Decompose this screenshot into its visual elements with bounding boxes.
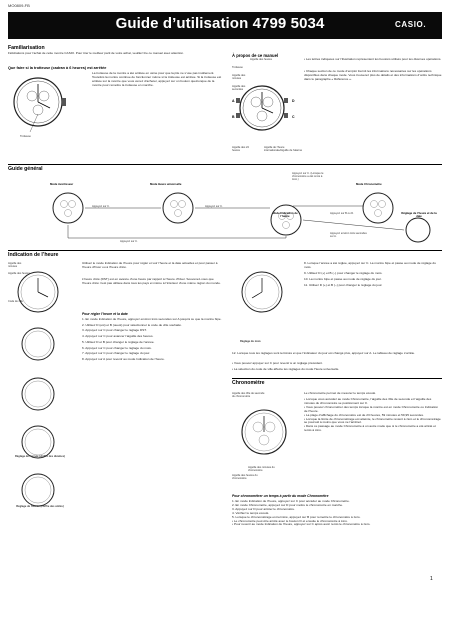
- trotteuse-text: La trotteuse de la montre a été arrêtée en usine pour que la pile ne s’use pas inutilement. Toutefois la montre continue de fonctionner même si la trotteuse est arrêtée. Si la trotteuse est arrêtée sur la montre que vous venez d’acheter, appuyez sur un bouton quelconque de la montre pour remettre la trotteuse en marche.: [92, 71, 222, 87]
- label-chrono-minutes: Aiguille des minutes du chronomètre: [248, 466, 275, 473]
- manual-month-watch: [232, 258, 302, 328]
- trotteuse-heading: Que faire si la trotteuse (cadran à 6 heures) est arrêtée: [8, 66, 107, 70]
- step-5: 5. Utilisez D et B pour changer le réglage de l’année.: [82, 339, 155, 344]
- chrono-subheading: Pour chronométrer un temps à partir du mode Chronomètre: [232, 494, 329, 498]
- chrono-note-1: • Le chronomètre peut être arrêté avec le bouton D et ensuite le chronomètre à zéro.: [232, 518, 348, 523]
- step-2: 2. Utilisez D (est) et B (ouest) pour sélectionner le code de ville souhaité.: [82, 322, 182, 327]
- arrow-label-1: Appuyez sur C.: [92, 205, 110, 208]
- label-aiguille-minutes: Aiguille des minutes: [8, 262, 22, 269]
- trotteuse-label: Trotteuse: [20, 135, 31, 138]
- label-second-hand: Aiguille des secondes: [232, 85, 246, 92]
- indication-body: L’heure d’été (DST) est en avance d’une heure par rapport à l’heure d’hiver. Souvenez-vous que l’heure d’été n’est pas utilisée dans tous les pays et même à l’intérieur d’une même région du monde.: [82, 277, 221, 285]
- manual-step-10: 10. La montre bipe et passe au mode de réglage du jour.: [304, 276, 382, 281]
- chrono-bullet: • Dans ce passage au mode Chronomètre à un autre mode que si le chronomètre a été arrêté et remis à zéro.: [304, 424, 436, 433]
- label-minute-hand: Aiguille des minutes: [232, 74, 246, 81]
- chrono-bullets: [304, 398, 442, 433]
- trotteuse-watch-illustration: [8, 72, 70, 142]
- label-chrono-heures: Aiguille des heures du chronomètre: [232, 474, 258, 481]
- page-number: 1: [430, 576, 433, 582]
- chrono-bullet: • Vous pouvez chronométrer des temps lorsque la montre est en mode Chronomètre ou Indication de l’heure.: [304, 404, 439, 413]
- indication-steps: [82, 318, 222, 364]
- svg-text:D: D: [292, 99, 295, 103]
- arrow-label-2: Appuyez sur C.: [205, 205, 223, 208]
- chrono-steps: [232, 500, 442, 527]
- manual-bullet-1: • Vous pouvez appuyer sur C pour revenir à un réglage précédent.: [232, 361, 323, 365]
- page-title: Guide d’utilisation 4799 5034: [115, 15, 325, 32]
- chrono-transition-note: Appuyez sur C. (Lorsque le chronomètre a été remis à zéro.): [292, 172, 324, 182]
- chrono-watch-illustration: [232, 392, 302, 472]
- propos-bullet-2: • Chaque section de ce mode d’emploi fournit les informations nécessaires sur les opérations disponibles dans chaque mode. Vous trouverez plus de détails et des informations d’ordre technique dans le paragraphe « Référence ».: [304, 69, 442, 81]
- arrow-label-4: Appuyez sur B ou D.: [330, 212, 354, 215]
- brand-logo: CASIO.: [395, 20, 427, 29]
- label-aiguille-heures: Aiguille des heures: [8, 272, 30, 275]
- step-1: 1. En mode Indication de l’heure, appuyez environ trois secondes sur A jusqu’à ce que la montre bipe.: [82, 317, 222, 321]
- chrono-note-2: • Pour revenir au mode Indication de l’heure, appuyez sur C après avoir remis le chronomètre à zéro.: [232, 522, 371, 527]
- label-hour-hand: Aiguille des heures: [250, 58, 272, 61]
- watch-avertisseur: [53, 193, 83, 223]
- mode-diagram: [8, 190, 442, 246]
- arrow-label-5: Appuyez environ trois secondes sur A.: [330, 232, 367, 239]
- step-3: 3. Appuyez sur C pour changer le réglage DST.: [82, 328, 147, 333]
- manual-step-8: 8. Lorsque l’année a été réglée, appuyez sur C. La montre bipe et passe au mode de réglage du mois.: [304, 261, 436, 269]
- indication-intro: Utilisez le mode Indication de l’heure pour régler et voir l’heure et la date actuelles et pour passer à l’heure d’hiver ou à l’heure d’été.: [82, 261, 218, 269]
- indication-heading: Indication de l’heure: [8, 252, 59, 258]
- chrono-text: Le chronomètre permet de mesurer le temps écoulé.: [304, 391, 377, 395]
- manual-step-11: 11. Utilisez D (+) et B (–) pour changer le réglage du jour.: [304, 282, 383, 287]
- step-6: 6. Appuyez sur C pour changer le réglage du mois.: [82, 345, 152, 350]
- chrono-bullet: • Lorsque vous accédez au mode Chronomètre, l’aiguille des 30e de seconde et l’aiguille des minutes du chronomètre se positionnent sur 0.: [304, 397, 432, 405]
- mode-indication-label: Mode Indication de l’heure: [272, 211, 298, 219]
- chrono-step-5: 5. Lorsque le chronométrage est terminé, appuyez sur B pour remettre le chronomètre à zéro.: [232, 514, 361, 519]
- manual-bullet-2: • La sélection du code de ville affecte les réglages du mode Heure universelle.: [232, 367, 340, 371]
- chrono-heading: Chronomètre: [232, 380, 265, 386]
- watch-chronometre: [363, 193, 393, 223]
- manual-step-9: 9. Utilisez D (+) et B (–) pour changer le réglage du mois.: [304, 270, 383, 275]
- svg-text:A: A: [232, 99, 235, 103]
- step-8: 8. Appuyez sur A pour revenir au mode Indication de l’heure.: [82, 356, 165, 361]
- label-24h-hand: Aiguille des 24 heures: [232, 146, 249, 153]
- divider: [232, 378, 442, 379]
- chrono-bullet: • Lorsque la limite de chronométrage est atteinte, le chronomètre revient à zéro et le chronométrage se poursuit à moins que vous ne l’arrêtiez.: [304, 416, 441, 425]
- label-reglage-annee-2: Réglage de l’année (chiffre des unités): [16, 505, 64, 508]
- chrono-bullet: • La plage d’affichage du chronomètre est de 23 heures, 59 minutes et 59,95 secondes.: [304, 412, 424, 417]
- document-code: MO0809-FB: [8, 3, 30, 8]
- watch-heure-universelle: [163, 193, 193, 223]
- mode-chronometre-label: Mode Chronomètre: [356, 182, 382, 186]
- label-code-ville: Code de ville: [8, 300, 23, 303]
- guide-heading: Guide général: [8, 166, 43, 172]
- watch-indication: [271, 205, 301, 235]
- chrono-step-3: 3. Appuyez sur D pour arrêter le chronomètre.: [232, 506, 295, 511]
- svg-text:C: C: [292, 115, 295, 119]
- manual-steps: [304, 262, 442, 290]
- label-reglage-annee: Réglage de l’année (chiffre des dizaines): [14, 455, 66, 458]
- propos-heading: À propos de ce manuel: [232, 53, 279, 58]
- familiarisation-heading: Familiarisation: [8, 45, 45, 51]
- chrono-step-2: 2. En mode Chronomètre, appuyez sur D pour mettre le chronomètre en marche.: [232, 502, 343, 507]
- divider: [8, 250, 442, 251]
- indication-subheading: Pour régler l’heure et la date: [82, 312, 128, 316]
- manual-step-12: 12. Lorsque tous les réglages sont terminés et que l’indicateur du jour est changé plus, appuyez sur A. Le tableau de réglage s’arrête.: [232, 351, 416, 355]
- reglage-heure-label: Réglage de l’heure et de la date: [401, 211, 437, 219]
- arrow-label-3: Appuyez sur C.: [120, 240, 138, 243]
- label-chrono-30e: Aiguille des 30e de seconde du chronomètre: [232, 392, 265, 399]
- label-trotteuse: Trotteuse: [232, 66, 243, 69]
- watch-reglage: [406, 218, 430, 242]
- familiarisation-text: Félicitations pour l’achat de cette montre CASIO. Pour tirer le meilleur parti de votre achat, veuillez lire ce manuel avec attention.: [8, 51, 184, 55]
- chrono-step-4: 4. Vérifiez le temps écoulé.: [232, 510, 270, 515]
- step-4: 4. Appuyez sur C pour avancer l’aiguille des heures.: [82, 334, 154, 339]
- mode-heure-universelle-label: Mode Heure universelle: [150, 182, 182, 186]
- step-7: 7. Appuyez sur C pour changer le réglage du jour.: [82, 351, 151, 356]
- label-indicator-hand: Aiguille de l’heure internationale/Aiguille de l’alarme: [264, 146, 303, 153]
- month-reglage-label: Réglage du mois: [240, 340, 261, 343]
- svg-text:B: B: [232, 115, 235, 119]
- propos-bullet-1: • Les lettres indiquées sur l’illustration représentent les boutons utilisés pour les diverses opérations.: [304, 57, 442, 61]
- mode-avertisseur-label: Mode Avertisseur: [50, 182, 74, 186]
- divider: [8, 164, 442, 165]
- chrono-step-1: 1. En mode Indication de l’heure, appuyez sur C pour accéder au mode Chronomètre.: [232, 499, 350, 503]
